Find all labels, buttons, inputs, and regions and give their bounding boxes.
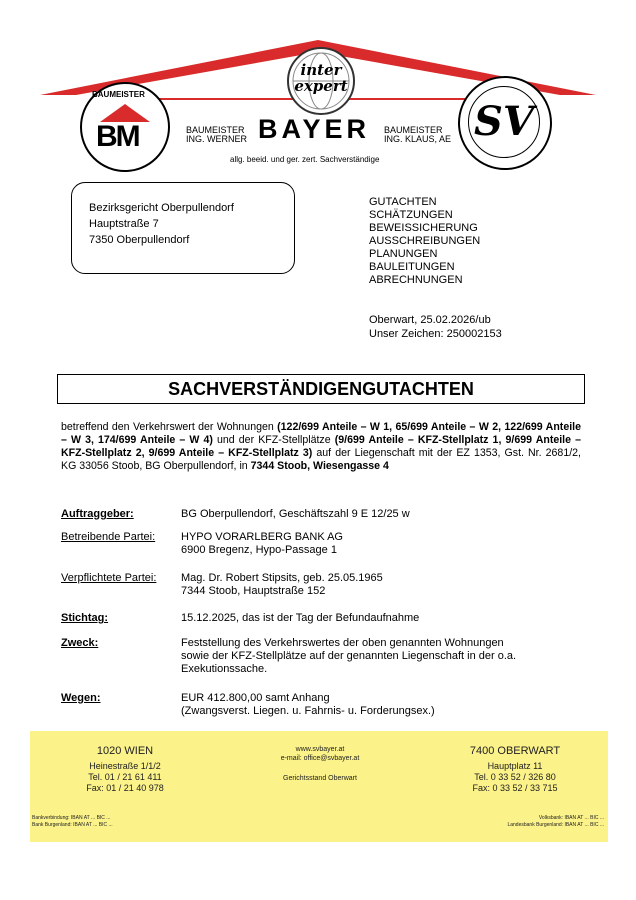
footer-web: www.svbayer.at e-mail: office@svbayer.at: [280, 746, 360, 762]
footer-left-address: Heinestraße 1/1/2 Tel. 01 / 21 61 411 Fax: 01 / 21 40 978: [86, 761, 164, 793]
footer-left-city: 1020 WIEN: [96, 745, 154, 757]
value-zweck: Feststellung des Verkehrswertes der oben genannten Wohnungen sowie der KFZ-Stellplätze auf der genannten Liegenschaft in der o.a. Exekutionssache.: [181, 637, 517, 675]
firm-name: BAYER: [258, 114, 371, 144]
logo-text-inter: inter: [300, 61, 342, 79]
sachverstaendige-badge: [458, 76, 552, 170]
services-list: GUTACHTEN SCHÄTZUNGEN BEWEISSICHERUNG AUSSCHREIBUNGEN PLANUNGEN BAULEITUNGEN ABRECHNUNGEN: [369, 196, 481, 286]
address-line-3: 7350 Oberpullendorf: [89, 234, 190, 246]
value-wegen: EUR 412.800,00 samt Anhang (Zwangsverst. Liegen. u. Fahrnis- u. Forderungsex.): [181, 692, 435, 717]
footer-bank-left: Bankverbindung: IBAN AT ... BIC ... Bank Burgenland: IBAN AT ... BIC ...: [32, 815, 113, 828]
value-betreibende-partei: HYPO VORARLBERG BANK AG 6900 Bregenz, Hypo-Passage 1: [181, 531, 343, 556]
footer-right-address: Hauptplatz 11 Tel. 0 33 52 / 326 80 Fax: 0 33 52 / 33 715: [472, 761, 558, 793]
right-title: BAUMEISTER ING. KLAUS, AE: [384, 125, 452, 144]
footer: [30, 731, 608, 842]
label-stichtag: Stichtag:: [61, 612, 109, 624]
badge-label: BAUMEISTER: [92, 90, 145, 99]
inter-expert-logo: [287, 47, 355, 115]
baumeister-badge: [80, 82, 170, 172]
value-auftraggeber: BG Oberpullendorf, Geschäftszahl 9 E 12/25 w: [181, 508, 410, 520]
label-verpflichtete-partei: Verpflichtete Partei:: [61, 572, 157, 584]
address-line-2: Hauptstraße 7: [89, 218, 159, 230]
logo-text-expert: expert: [294, 77, 348, 95]
left-title: BAUMEISTER ING. WERNER: [186, 125, 248, 144]
label-zweck: Zweck:: [61, 637, 99, 649]
footer-court: Gerichtsstand Oberwart: [283, 775, 357, 782]
place-date: Oberwart, 25.02.2026/ub: [369, 314, 491, 326]
label-wegen: Wegen:: [61, 692, 101, 704]
document-title: SACHVERSTÄNDIGENGUTACHTEN: [57, 374, 585, 404]
badge-sv-mark: SV: [474, 98, 534, 145]
tagline: allg. beeid. und ger. zert. Sachverständige: [230, 155, 380, 164]
footer-bank-right: Volksbank: IBAN AT ... BIC ... Landesbank Burgenland: IBAN AT ... BIC ...: [507, 815, 604, 828]
label-betreibende-partei: Betreibende Partei:: [61, 531, 156, 543]
our-reference: Unser Zeichen: 250002153: [369, 328, 502, 340]
value-stichtag: 15.12.2025, das ist der Tag der Befundaufnahme: [181, 612, 420, 624]
badge-mark: BM: [96, 120, 139, 153]
footer-right-city: 7400 OBERWART: [469, 745, 561, 757]
value-verpflichtete-partei: Mag. Dr. Robert Stipsits, geb. 25.05.1965 7344 Stoob, Hauptstraße 152: [181, 572, 383, 597]
address-line-1: Bezirksgericht Oberpullendorf: [89, 202, 234, 214]
label-auftraggeber: Auftraggeber:: [61, 508, 134, 520]
intro-paragraph: betreffend den Verkehrswert der Wohnungen (122/699 Anteile – W 1, 65/699 Anteile – W 2, 122/699 Anteile – W 3, 174/699 Anteile – W 4) und der KFZ-Stellplätze (9/699 Anteile – KFZ-Stellplatz 1, 9/699 Anteile – KFZ-Stellplatz 2, 9/699 Anteile – KFZ-Stellplatz 3) auf der Liegenschaft mit der EZ 1353, Gst. Nr. 2681/2, KG 33056 Stoob, BG Oberpullendorf, in 7344 Stoob, Wiesengasse 4: [61, 421, 582, 472]
